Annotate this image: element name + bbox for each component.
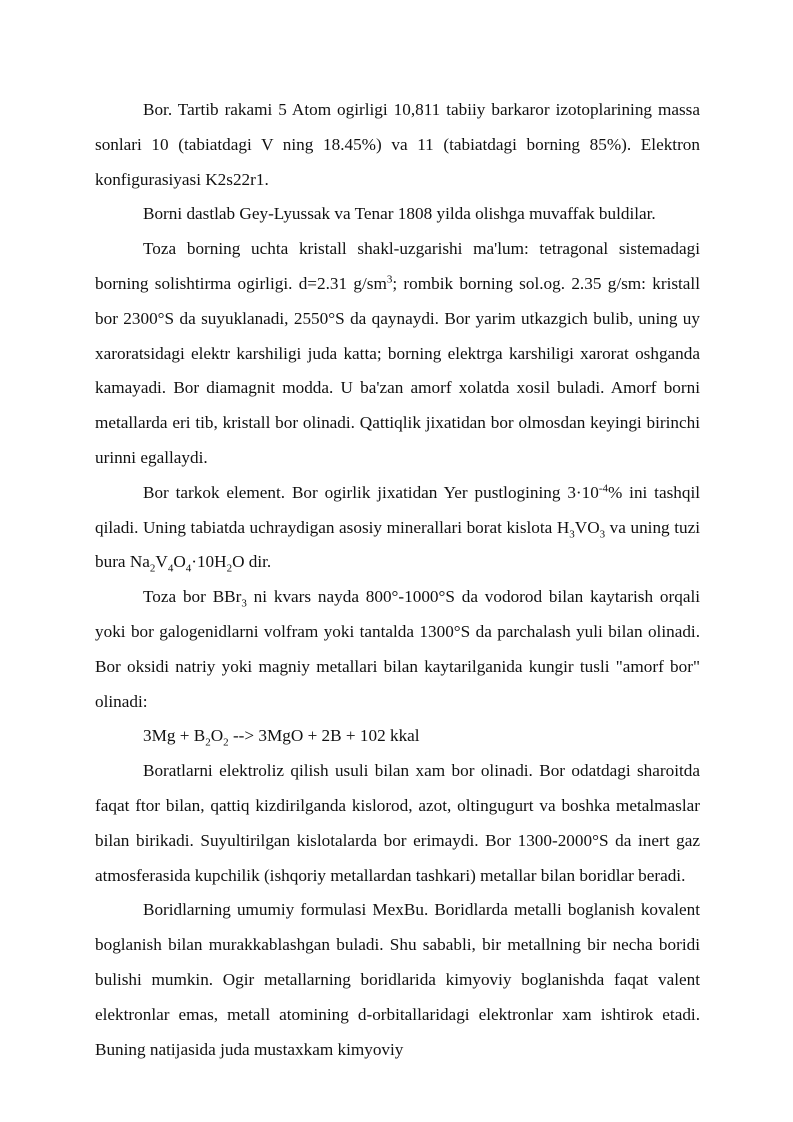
text-run: O dir. bbox=[232, 552, 272, 572]
subscript: 2 bbox=[205, 736, 211, 749]
subscript: 3 bbox=[241, 597, 247, 610]
subscript: 2 bbox=[226, 562, 233, 575]
subscript: 2 bbox=[223, 736, 229, 749]
text-run: --> 3MgO + 2B + 102 kkal bbox=[228, 726, 420, 746]
text-run: VO bbox=[574, 517, 600, 537]
text-run: O bbox=[210, 726, 224, 746]
subscript: 4 bbox=[167, 562, 174, 575]
reaction-equation bbox=[95, 719, 700, 754]
text-run: Bor tarkok element. Bor ogirlik jixatidan Yer pustlogining 3·10 bbox=[143, 482, 599, 502]
text-run: Toza bor BBr bbox=[143, 587, 242, 607]
subscript: 4 bbox=[185, 562, 192, 575]
paragraph-borides bbox=[95, 893, 700, 1067]
paragraph-preparation bbox=[95, 580, 700, 719]
paragraph-reactivity bbox=[95, 754, 700, 893]
paragraph-properties bbox=[95, 232, 700, 476]
document-page bbox=[95, 93, 700, 1067]
superscript: -4 bbox=[598, 482, 608, 495]
paragraph-occurrence bbox=[95, 476, 700, 580]
subscript: 3 bbox=[569, 528, 575, 540]
text-run: ; rombik borning sol.og. 2.35 g/sm: kristall bor 2300°S da suyuklanadi, 2550°S da qaynaydi. Bor yarim utkazgich bulib, uning uy xaroratsidagi elektr karshiligi juda katta; borning elektrga karshiligi xarorat oshganda kamayadi. Bor diamagnit modda. U ba'zan amorf xolatda xosil buladi. Amorf borni metallarda eri tib, kristall bor olinadi. Qattiqlik jixatidan bor olmosdan keyingi birinchi urinni egallaydi. bbox=[95, 273, 700, 467]
paragraph-intro bbox=[95, 93, 700, 197]
text-run: % ini tashqil qiladi. Uning tabiatda uchraydigan asosiy minerallari borat kislota H bbox=[95, 482, 700, 537]
paragraph-discovery bbox=[95, 197, 700, 232]
text-run: Toza borning uchta kristall shakl-uzgarishi ma'lum: tetragonal sistemadagi borning solishtirma ogirligi. d=2.31 g/sm bbox=[95, 239, 700, 293]
subscript: 2 bbox=[149, 562, 156, 575]
text-run: Borni dastlab Gey-Lyussak va Tenar 1808 yilda olishga muvaffak buldilar. bbox=[143, 204, 656, 224]
text-run: 3Mg + B bbox=[143, 726, 206, 746]
text-run: Boratlarni elektroliz qilish usuli bilan xam bor olinadi. Bor odatdagi sharoitda faqat ftor bilan, qattiq kizdirilganda kislorod, azot, oltingugurt va boshka metalmaslar bilan birikadi. Suyultirilgan kislotalarda bor erimaydi. Bor 1300-2000°S da inert gaz atmosferasida kupchilik (ishqoriy metallardan tashkari) metallar bilan boridlar beradi. bbox=[95, 761, 700, 885]
subscript: 3 bbox=[599, 528, 606, 540]
text-run: ·10H bbox=[191, 552, 227, 572]
superscript: 3 bbox=[386, 273, 393, 286]
text-run: V bbox=[155, 552, 168, 572]
text-run: Boridlarning umumiy formulasi MexBu. Boridlarda metalli boglanish kovalent boglanish bilan murakkablashgan buladi. Shu sababli, bir metallning bir necha boridi bulishi mumkin. Ogir metallarning boridlarida kimyoviy boglanishda faqat valent elektronlar emas, metall atomining d-orbitallaridagi elektronlar xam ishtirok etadi. Buning natijasida juda mustaxkam kimyoviy bbox=[95, 900, 700, 1059]
text-run: va uning tuzi bura Na bbox=[95, 517, 700, 572]
text-run: Bor. Tartib rakami 5 Atom ogirligi 10,811 tabiiy barkaror izotoplarining massa sonlari 10 (tabiatdagi V ning 18.45%) va 11 (tabiatdagi borning 85%). Elektron konfigurasiyasi K2s22r1. bbox=[95, 100, 700, 189]
text-run: O bbox=[173, 552, 186, 572]
text-run: ni kvars nayda 800°-1000°S da vodorod bilan kaytarish orqali yoki bor galogenidlarni volfram yoki tantalda 1300°S da parchalash yuli bilan olinadi. Bor oksidi natriy yoki magniy metallari bilan kaytarilganida kungir tusli "amorf bor" olinadi: bbox=[95, 587, 700, 711]
